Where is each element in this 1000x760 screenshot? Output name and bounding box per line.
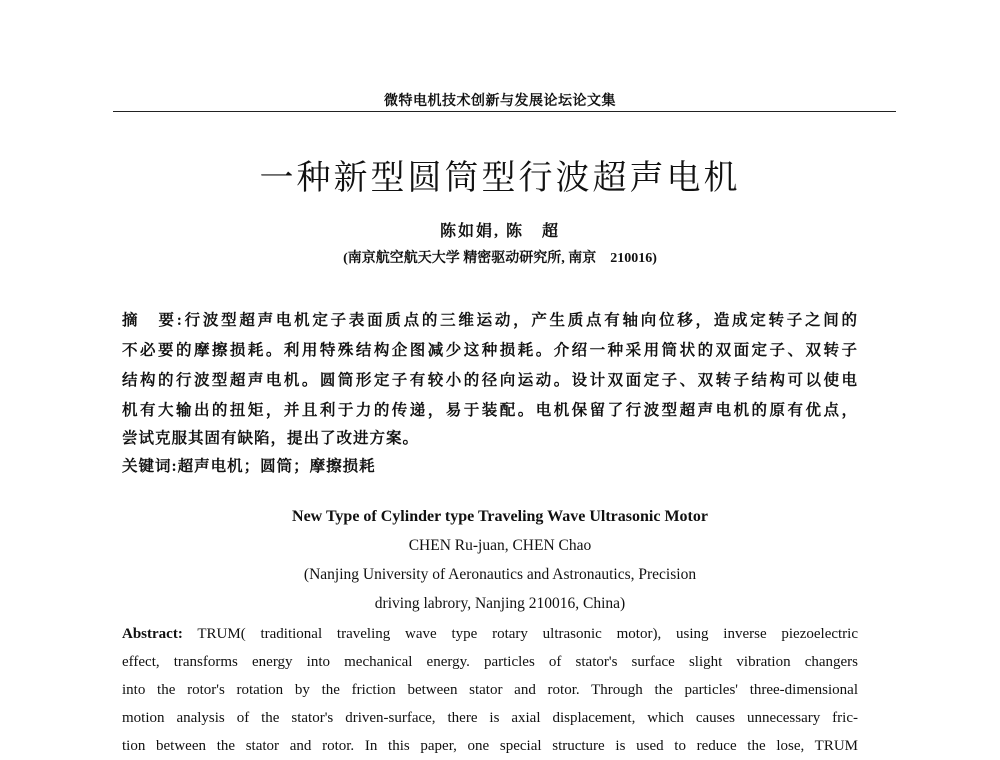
abstract-cn-line: 尝试克服其固有缺陷，提出了改进方案。 — [122, 430, 420, 447]
abstract-en-line: motion analysis of the stator's driven-surface, there is axial displacement, which causes unnecessary fric- — [122, 710, 858, 726]
abstract-en-line: effect, transforms energy into mechanical energy. particles of stator's surface slight vibration changers — [122, 654, 858, 670]
affiliation-cn: (南京航空航天大学 精密驱动研究所, 南京 210016) — [343, 251, 657, 266]
authors-en: CHEN Ru-juan, CHEN Chao — [408, 537, 592, 554]
header-rule — [113, 111, 896, 112]
authors-cn: 陈如娟, 陈 超 — [439, 223, 560, 240]
affiliation-en-line: driving labrory, Nanjing 210016, China) — [374, 595, 626, 612]
abstract-cn-line: 结构的行波型超声电机。圆筒形定子有较小的径向运动。设计双面定子、双转子结构可以使电 — [122, 372, 858, 389]
abstract-cn-line — [122, 308, 858, 330]
paper-title-cn: 一种新型圆筒型行波超声电机 — [259, 158, 741, 198]
abstract-en-line: tion between the stator and rotor. In this paper, one special structure is used to reduce the lose, TRUM — [122, 738, 858, 754]
keywords-cn-text: 超声电机；圆筒；摩擦损耗 — [177, 458, 376, 475]
affiliation-en-line: (Nanjing University of Aeronautics and Astronautics, Precision — [303, 566, 697, 583]
abstract-en-label: Abstract: — [122, 626, 183, 642]
abstract-en-text: TRUM( traditional traveling wave type rotary ultrasonic motor), using inverse piezoelectric — [197, 626, 858, 642]
abstract-cn-line: 机有大输出的扭矩，并且利于力的传递，易于装配。电机保留了行波型超声电机的原有优点， — [122, 402, 858, 419]
abstract-cn-text: 行波型超声电机定子表面质点的三维运动，产生质点有轴向位移，造成定转子之间的 — [182, 312, 858, 329]
abstract-en-line: into the rotor's rotation by the friction between stator and rotor. Through the particles' three-dimensional — [122, 682, 858, 698]
abstract-cn-line: 不必要的摩擦损耗。利用特殊结构企图减少这种损耗。介绍一种采用筒状的双面定子、双转子 — [122, 342, 858, 359]
abstract-cn-label: 摘 要: — [122, 312, 183, 329]
abstract-en-line — [122, 626, 858, 643]
keywords-cn — [122, 454, 858, 476]
running-header: 微特电机技术创新与发展论坛论文集 — [384, 94, 616, 109]
paper-title-en: New Type of Cylinder type Traveling Wave Ultrasonic Motor — [292, 508, 708, 525]
keywords-cn-label: 关键词: — [122, 458, 178, 475]
